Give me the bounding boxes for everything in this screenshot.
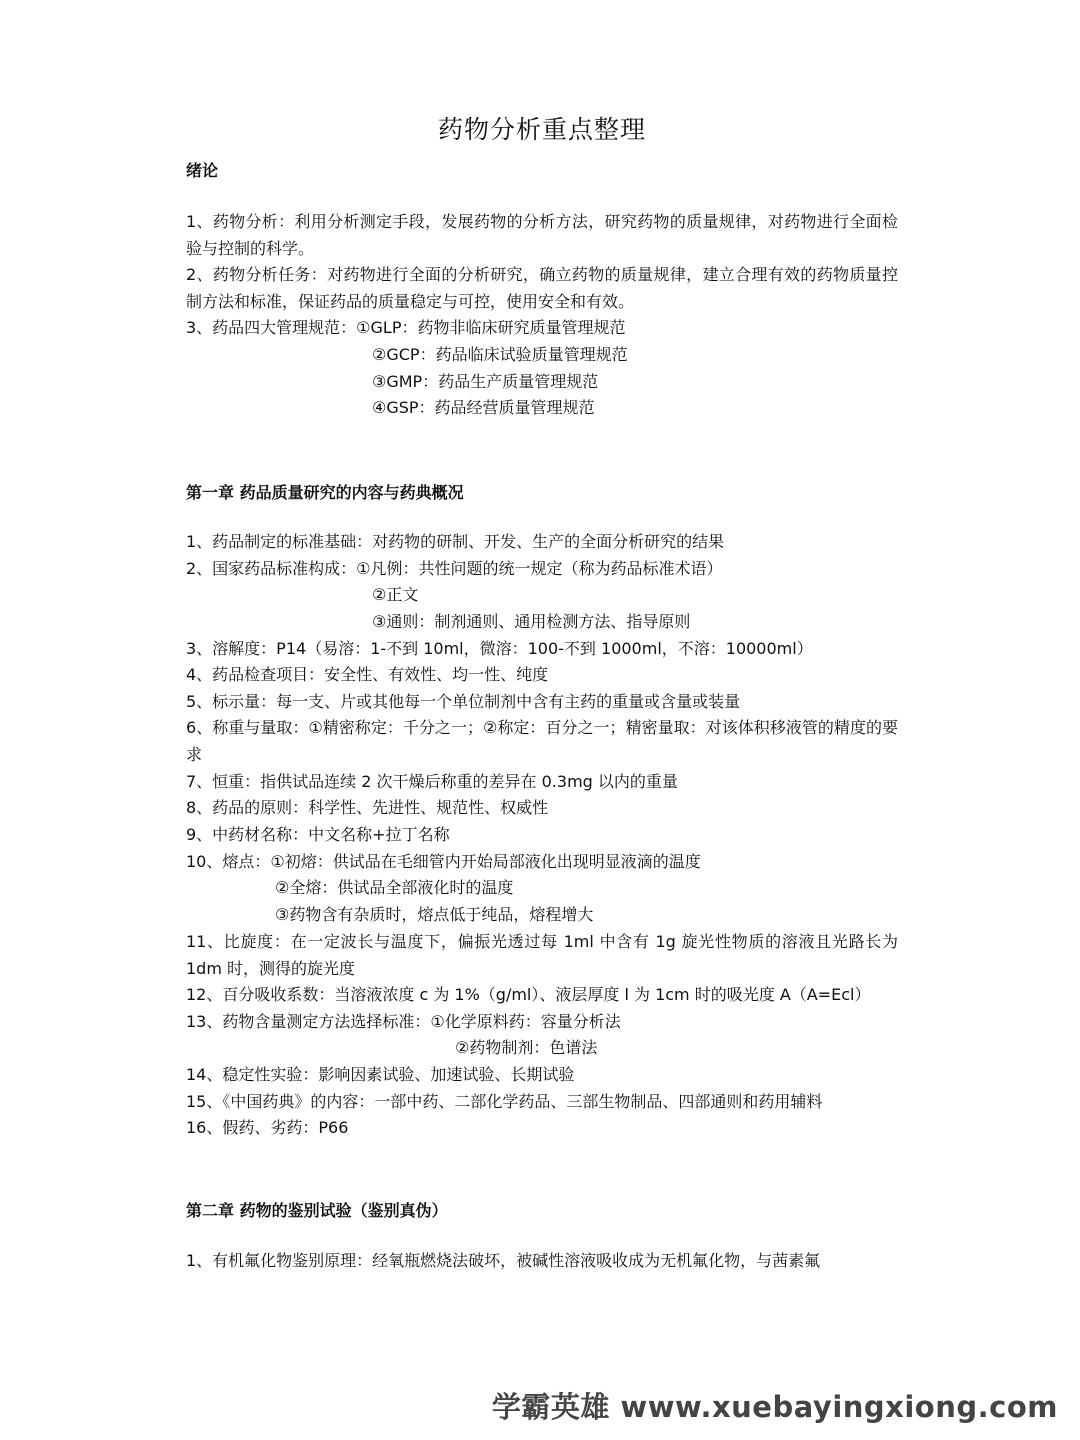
ch1-item-3: 3、溶解度：P14（易溶：1-不到 10ml，微溶：100-不到 1000ml，不溶：10000ml） [186, 639, 813, 658]
ch1-item-15: 15、《中国药典》的内容：一部中药、二部化学药品、三部生物制品、四部通则和药用辅料 [186, 1092, 823, 1111]
ch2-item-1: 1、有机氟化物鉴别原理：经氧瓶燃烧法破坏，被碱性溶液吸收成为无机氟化物，与茜素氟 [186, 1251, 821, 1270]
document-title: 药物分析重点整理 [437, 115, 646, 144]
ch1-item-13-preparation: ②药物制剂：色谱法 [455, 1038, 598, 1057]
intro-item-3-gmp: ③GMP：药品生产质量管理规范 [372, 372, 599, 391]
ch1-item-2-general: ③通则：制剂通则、通用检测方法、指导原则 [372, 612, 691, 631]
intro-item-1: 1、药物分析：利用分析测定手段，发展药物的分析方法，研究药物的质量规律，对药物进行全面检验与控制的科学。 [186, 212, 898, 258]
ch1-item-9: 9、中药材名称：中文名称+拉丁名称 [186, 825, 450, 844]
ch1-item-2: 2、国家药品标准构成：①凡例：共性问题的统一规定（称为药品标准术语） [186, 559, 723, 578]
intro-item-2: 2、药物分析任务：对药物进行全面的分析研究，确立药物的质量规律，建立合理有效的药物质量控制方法和标准，保证药品的质量稳定与可控，使用安全和有效。 [186, 265, 898, 311]
ch1-item-4: 4、药品检查项目：安全性、有效性、均一性、纯度 [186, 665, 549, 684]
ch1-item-16: 16、假药、劣药：P66 [186, 1118, 349, 1137]
ch1-item-14: 14、稳定性实验：影响因素试验、加速试验、长期试验 [186, 1065, 575, 1084]
ch1-item-7: 7、恒重：指供试品连续 2 次干燥后称重的差异在 0.3mg 以内的重量 [186, 772, 678, 791]
ch1-item-12: 12、百分吸收系数：当溶液浓度 c 为 1%（g/ml）、液层厚度 l 为 1cm 时的吸光度 A（A=Ecl） [186, 985, 871, 1004]
ch1-item-11: 11、比旋度：在一定波长与温度下，偏振光透过每 1ml 中含有 1g 旋光性物质的溶液且光路长为 1dm 时，测得的旋光度 [186, 932, 898, 978]
ch1-item-13: 13、药物含量测定方法选择标准：①化学原料药：容量分析法 [186, 1012, 621, 1031]
intro-item-3-gsp: ④GSP：药品经营质量管理规范 [372, 398, 595, 417]
ch1-item-1: 1、药品制定的标准基础：对药物的研制、开发、生产的全面分析研究的结果 [186, 532, 725, 551]
intro-item-3-gcp: ②GCP：药品临床试验质量管理规范 [372, 345, 628, 364]
ch1-item-10-impurity: ③药物含有杂质时，熔点低于纯品，熔程增大 [275, 905, 594, 924]
ch1-item-10-full-melt: ②全熔：供试品全部液化时的温度 [275, 878, 514, 897]
intro-item-3: 3、药品四大管理规范：①GLP：药物非临床研究质量管理规范 [186, 318, 626, 337]
site-watermark: 学霸英雄 www.xuebayingxiong.com [491, 1390, 1058, 1424]
ch1-item-6: 6、称重与量取：①精密称定：千分之一；②称定：百分之一；精密量取：对该体积移液管的精度的要求 [186, 718, 898, 764]
section-heading-chapter-2: 第二章 药物的鉴别试验（鉴别真伪） [186, 1201, 448, 1220]
ch1-item-10: 10、熔点：①初熔：供试品在毛细管内开始局部液化出现明显液滴的温度 [186, 852, 701, 871]
ch1-item-8: 8、药品的原则：科学性、先进性、规范性、权威性 [186, 798, 549, 817]
ch1-item-2-text: ②正文 [372, 585, 419, 604]
section-heading-chapter-1: 第一章 药品质量研究的内容与药典概况 [186, 483, 464, 502]
ch1-item-5: 5、标示量：每一支、片或其他每一个单位制剂中含有主药的重量或含量或装量 [186, 692, 741, 711]
section-heading-intro: 绪论 [186, 161, 219, 180]
